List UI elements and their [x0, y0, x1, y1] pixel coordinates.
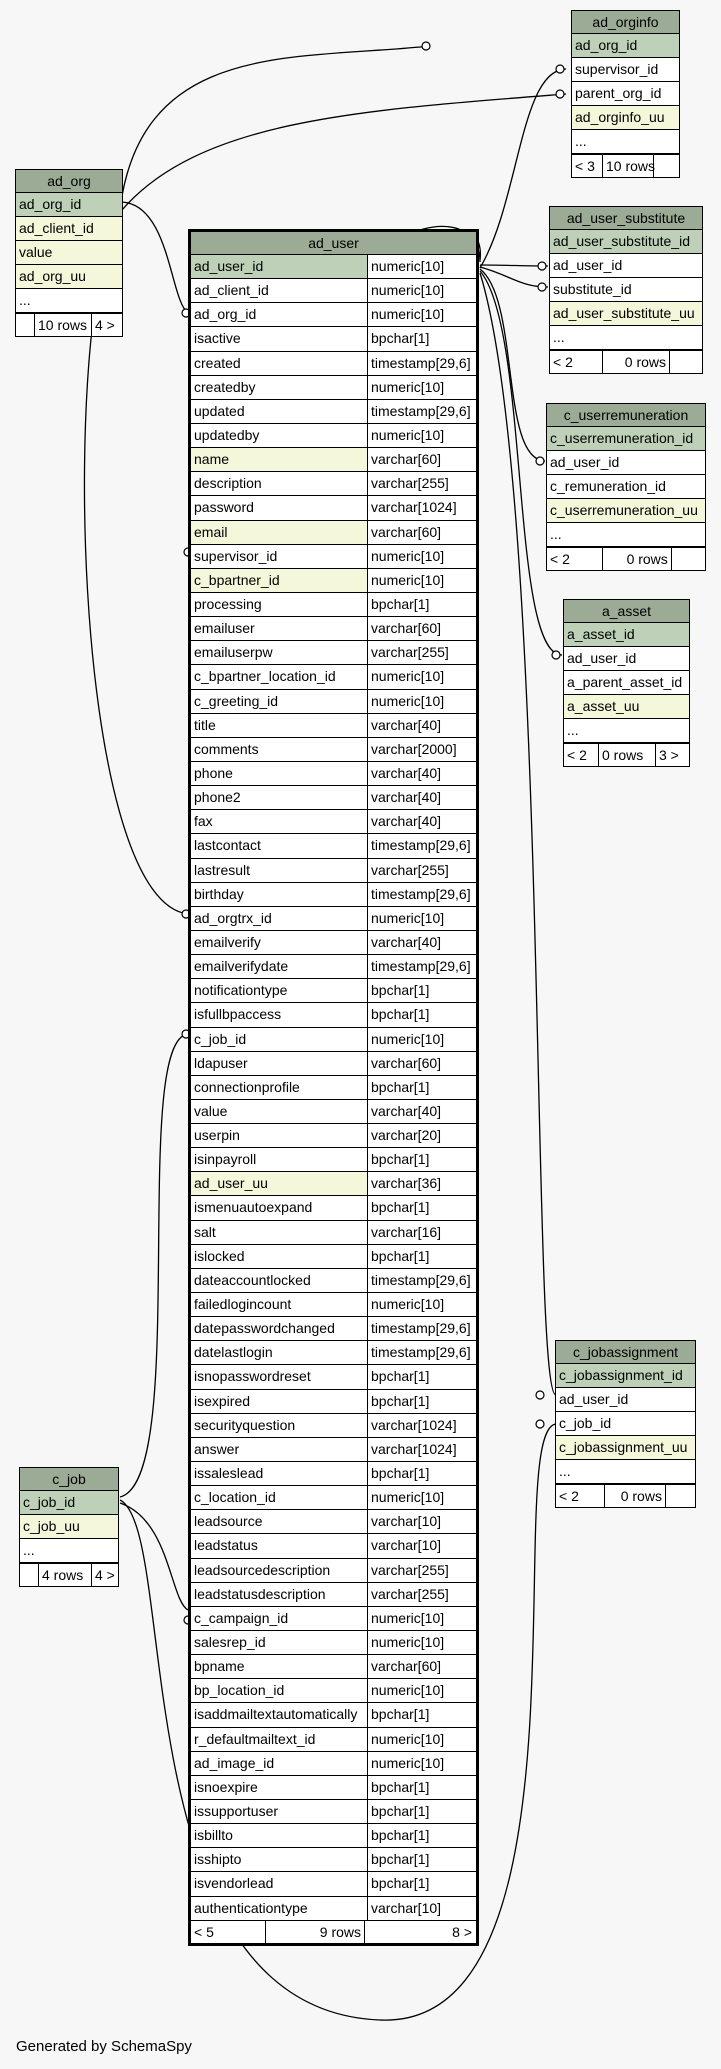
- column-row: ...: [20, 1539, 118, 1563]
- column-row: [191, 690, 476, 714]
- table-title: a_asset: [564, 600, 689, 623]
- column-type: varchar[40]: [367, 762, 476, 785]
- column-name: phone2: [194, 789, 241, 806]
- column-type: bpchar[1]: [367, 1872, 476, 1895]
- column-type: varchar[255]: [367, 1559, 476, 1582]
- column-row: [191, 979, 476, 1003]
- column-type: bpchar[1]: [367, 1800, 476, 1823]
- column-type: bpchar[1]: [367, 979, 476, 1002]
- column-name: birthday: [194, 885, 244, 902]
- column-row: [191, 1124, 476, 1148]
- column-row: ad_user_id: [547, 451, 705, 475]
- column-type: timestamp[29,6]: [367, 955, 476, 978]
- column-type: bpchar[1]: [367, 327, 476, 350]
- table-footer: < 2 0 rows: [556, 1484, 695, 1507]
- edge-ad-user-to-remuneration: [480, 269, 545, 461]
- table-footer: < 5 9 rows 8 >: [191, 1920, 476, 1943]
- column-name: email: [191, 521, 367, 544]
- column-type: varchar[60]: [367, 521, 476, 544]
- column-name: ad_user_uu: [191, 1172, 367, 1195]
- table-ad-org[interactable]: [15, 169, 123, 337]
- column-type: numeric[10]: [367, 303, 476, 326]
- column-type: bpchar[1]: [367, 1390, 476, 1413]
- column-name: ad_org_id: [194, 306, 257, 323]
- column-row: [191, 1800, 476, 1824]
- column-row: ...: [547, 523, 705, 547]
- column-type: bpchar[1]: [367, 1848, 476, 1871]
- column-row: [191, 1559, 476, 1583]
- column-name: salt: [194, 1223, 216, 1240]
- edge-ad-user-to-substitute-user: [480, 265, 548, 266]
- column-type: varchar[10]: [367, 1534, 476, 1557]
- column-name: c_greeting_id: [194, 692, 279, 709]
- column-row: [191, 1776, 476, 1800]
- table-footer: < 3 10 rows: [572, 154, 679, 177]
- column-type: varchar[16]: [367, 1221, 476, 1244]
- column-row: parent_org_id: [572, 82, 679, 106]
- column-type: numeric[10]: [367, 690, 476, 713]
- column-name: isexpired: [194, 1392, 251, 1409]
- edge-ad-org-to-orginfo-parent: [122, 94, 566, 210]
- column-name: isnoexpire: [194, 1778, 258, 1795]
- column-row: a_asset_id: [564, 623, 689, 647]
- column-name: fax: [194, 813, 213, 830]
- column-name: lastcontact: [194, 837, 261, 854]
- edge-ad-user-to-jobassignment: [480, 273, 556, 1395]
- column-row: [191, 834, 476, 858]
- column-type: numeric[10]: [367, 665, 476, 688]
- column-type: numeric[10]: [367, 1752, 476, 1775]
- column-name: isvendorlead: [194, 1875, 274, 1892]
- column-row: ...: [564, 719, 689, 743]
- column-row: [191, 376, 476, 400]
- column-row: c_jobassignment_id: [556, 1364, 695, 1388]
- column-row: [191, 1003, 476, 1027]
- column-row: ad_user_substitute_uu: [550, 302, 702, 326]
- column-type: numeric[10]: [367, 1486, 476, 1509]
- column-row: ad_org_id: [572, 34, 679, 58]
- column-row: ad_user_id: [550, 254, 702, 278]
- column-name: isaddmailtextautomatically: [194, 1706, 358, 1723]
- column-row: [191, 810, 476, 834]
- column-row: ad_user_id: [564, 647, 689, 671]
- column-type: timestamp[29,6]: [367, 1269, 476, 1292]
- column-type: varchar[40]: [367, 1100, 476, 1123]
- column-row: [191, 714, 476, 738]
- column-row: [191, 1824, 476, 1848]
- column-row: [191, 1414, 476, 1438]
- table-footer: 4 rows 4 >: [20, 1563, 118, 1586]
- column-type: numeric[10]: [367, 1607, 476, 1630]
- column-name: isnopasswordreset: [194, 1368, 311, 1385]
- column-name: leadsource: [194, 1513, 263, 1530]
- column-name: notificationtype: [194, 982, 288, 999]
- column-type: numeric[10]: [367, 1679, 476, 1702]
- column-name: phone: [194, 764, 233, 781]
- column-type: bpchar[1]: [367, 1462, 476, 1485]
- column-row: [191, 1438, 476, 1462]
- column-row: [191, 641, 476, 665]
- table-footer: 10 rows 4 >: [16, 313, 122, 336]
- column-name: updatedby: [194, 426, 260, 443]
- column-row: [191, 1897, 476, 1920]
- column-row: substitute_id: [550, 278, 702, 302]
- column-name: lastresult: [194, 861, 251, 878]
- column-type: numeric[10]: [367, 1293, 476, 1316]
- column-type: varchar[60]: [367, 1655, 476, 1678]
- column-row: [191, 545, 476, 569]
- column-row: [191, 569, 476, 593]
- edge-ad-org-to-orginfo: [122, 46, 430, 196]
- column-type: varchar[40]: [367, 810, 476, 833]
- column-name: failedlogincount: [194, 1296, 292, 1313]
- column-type: timestamp[29,6]: [367, 352, 476, 375]
- column-name: ad_user_id: [191, 255, 367, 278]
- column-name: supervisor_id: [194, 547, 278, 564]
- column-row: c_job_id: [556, 1412, 695, 1436]
- column-type: numeric[10]: [367, 1028, 476, 1051]
- column-name: bpname: [194, 1658, 245, 1675]
- column-name: c_job_id: [194, 1030, 247, 1047]
- column-row: [191, 1655, 476, 1679]
- column-row: a_parent_asset_id: [564, 671, 689, 695]
- column-type: varchar[10]: [367, 1510, 476, 1533]
- column-list: [191, 255, 476, 1920]
- column-type: numeric[10]: [367, 255, 476, 278]
- column-name: dateaccountlocked: [194, 1271, 311, 1288]
- column-type: varchar[60]: [367, 1052, 476, 1075]
- column-name: r_defaultmailtext_id: [194, 1730, 316, 1747]
- column-name: name: [191, 448, 367, 471]
- column-row: [191, 400, 476, 424]
- column-name: authenticationtype: [194, 1899, 308, 1916]
- column-type: numeric[10]: [367, 279, 476, 302]
- table-footer: < 2 0 rows 3 >: [564, 743, 689, 766]
- table-ad-orginfo[interactable]: [571, 10, 680, 178]
- column-type: varchar[36]: [367, 1172, 476, 1195]
- column-row: [191, 1365, 476, 1389]
- table-title: ad_org: [16, 170, 122, 193]
- table-title: ad_user: [191, 232, 476, 255]
- column-name: password: [194, 499, 254, 516]
- column-name: emailuser: [194, 620, 255, 637]
- table-a-asset[interactable]: [563, 599, 690, 767]
- table-title: c_userremuneration: [547, 404, 705, 427]
- column-row: ...: [16, 289, 122, 313]
- column-type: bpchar[1]: [367, 1196, 476, 1219]
- column-row: [191, 1245, 476, 1269]
- column-row: a_asset_uu: [564, 695, 689, 719]
- column-row: [191, 279, 476, 303]
- column-row: ad_org_id: [16, 193, 122, 217]
- column-row: [191, 1872, 476, 1896]
- column-name: ad_image_id: [194, 1754, 275, 1771]
- column-name: emailverifydate: [194, 958, 289, 975]
- column-row: ad_client_id: [16, 217, 122, 241]
- column-name: created: [194, 354, 241, 371]
- column-name: createdby: [194, 378, 256, 395]
- column-row: [191, 593, 476, 617]
- column-row: ...: [572, 130, 679, 154]
- edge-c-job-to-ad-user: [120, 1034, 188, 1497]
- column-type: bpchar[1]: [367, 1365, 476, 1388]
- column-row: c_job_uu: [20, 1515, 118, 1539]
- column-type: varchar[1024]: [367, 496, 476, 519]
- column-type: timestamp[29,6]: [367, 1341, 476, 1364]
- table-title: ad_orginfo: [572, 11, 679, 34]
- column-row: [191, 1172, 476, 1196]
- column-row: [191, 1728, 476, 1752]
- column-name: ad_orgtrx_id: [194, 909, 272, 926]
- column-type: timestamp[29,6]: [367, 1317, 476, 1340]
- column-row: [191, 496, 476, 520]
- column-name: emailuserpw: [194, 644, 273, 661]
- column-row: [191, 472, 476, 496]
- column-row: ad_org_uu: [16, 265, 122, 289]
- table-c-userremuneration[interactable]: [546, 403, 706, 571]
- column-row: [191, 1534, 476, 1558]
- column-row: [191, 738, 476, 762]
- column-row: [191, 352, 476, 376]
- column-row: [191, 1390, 476, 1414]
- generated-by-label: Generated by SchemaSpy: [16, 2038, 192, 2055]
- column-row: [191, 1293, 476, 1317]
- column-row: [191, 955, 476, 979]
- column-name: value: [194, 1102, 228, 1119]
- column-row: [191, 883, 476, 907]
- column-type: varchar[60]: [367, 448, 476, 471]
- column-row: [191, 762, 476, 786]
- column-type: varchar[40]: [367, 786, 476, 809]
- edge-c-job-campaign: [120, 1503, 188, 1610]
- column-type: varchar[20]: [367, 1124, 476, 1147]
- column-name: salesrep_id: [194, 1634, 266, 1651]
- column-type: timestamp[29,6]: [367, 834, 476, 857]
- column-name: isbillto: [194, 1827, 233, 1844]
- column-type: bpchar[1]: [367, 1703, 476, 1726]
- column-row: c_userremuneration_id: [547, 427, 705, 451]
- column-row: ad_orginfo_uu: [572, 106, 679, 130]
- column-type: numeric[10]: [367, 424, 476, 447]
- column-row: [191, 1752, 476, 1776]
- column-type: bpchar[1]: [367, 593, 476, 616]
- column-row: ...: [556, 1460, 695, 1484]
- column-row: c_job_id: [20, 1491, 118, 1515]
- column-row: supervisor_id: [572, 58, 679, 82]
- column-name: c_bpartner_location_id: [194, 668, 336, 685]
- column-type: timestamp[29,6]: [367, 400, 476, 423]
- column-type: varchar[255]: [367, 472, 476, 495]
- column-type: bpchar[1]: [367, 1003, 476, 1026]
- column-name: userpin: [194, 1127, 240, 1144]
- column-type: bpchar[1]: [367, 1148, 476, 1171]
- column-row: [191, 617, 476, 641]
- table-c-jobassignment[interactable]: [555, 1340, 696, 1508]
- column-type: numeric[10]: [367, 907, 476, 930]
- column-name: updated: [194, 402, 245, 419]
- column-row: c_remuneration_id: [547, 475, 705, 499]
- column-type: numeric[10]: [367, 1631, 476, 1654]
- column-row: ...: [550, 326, 702, 350]
- column-type: varchar[1024]: [367, 1414, 476, 1437]
- column-row: [191, 1196, 476, 1220]
- column-type: bpchar[1]: [367, 1824, 476, 1847]
- column-row: [191, 1269, 476, 1293]
- column-name: ismenuautoexpand: [194, 1199, 313, 1216]
- column-row: [191, 448, 476, 472]
- column-row: [191, 1631, 476, 1655]
- column-type: numeric[10]: [367, 1728, 476, 1751]
- column-row: [191, 786, 476, 810]
- column-name: connectionprofile: [194, 1078, 300, 1095]
- column-name: datepasswordchanged: [194, 1320, 335, 1337]
- column-name: description: [194, 475, 262, 492]
- column-name: title: [194, 716, 216, 733]
- column-row: [191, 1462, 476, 1486]
- column-row: [191, 665, 476, 689]
- column-row: [191, 1076, 476, 1100]
- column-type: varchar[255]: [367, 641, 476, 664]
- column-type: varchar[255]: [367, 1583, 476, 1606]
- column-row: ad_user_id: [556, 1388, 695, 1412]
- column-name: emailverify: [194, 933, 261, 950]
- table-footer: < 2 0 rows: [550, 350, 702, 373]
- column-name: ad_client_id: [194, 282, 269, 299]
- column-row: [191, 1607, 476, 1631]
- column-type: varchar[10]: [367, 1897, 476, 1920]
- column-type: bpchar[1]: [367, 1245, 476, 1268]
- table-title: c_jobassignment: [556, 1341, 695, 1364]
- column-name: leadsourcedescription: [194, 1561, 331, 1578]
- column-name: issaleslead: [194, 1465, 264, 1482]
- column-row: ad_user_substitute_id: [550, 230, 702, 254]
- column-row: [191, 1028, 476, 1052]
- column-row: [191, 1679, 476, 1703]
- column-row: [191, 859, 476, 883]
- column-type: numeric[10]: [367, 376, 476, 399]
- table-title: c_job: [20, 1468, 118, 1491]
- column-row: [191, 1052, 476, 1076]
- column-type: numeric[10]: [367, 545, 476, 568]
- edge-ad-user-to-substitute-sub: [480, 267, 548, 287]
- column-row: [191, 424, 476, 448]
- column-type: varchar[1024]: [367, 1438, 476, 1461]
- column-name: securityquestion: [194, 1416, 296, 1433]
- column-name: isshipto: [194, 1851, 242, 1868]
- column-name: processing: [194, 595, 262, 612]
- column-name: comments: [194, 740, 259, 757]
- column-row: [191, 327, 476, 351]
- column-row: [191, 931, 476, 955]
- column-name: isinpayroll: [194, 1151, 257, 1168]
- table-title: ad_user_substitute: [550, 207, 702, 230]
- column-row: [191, 1100, 476, 1124]
- column-row: [191, 1221, 476, 1245]
- column-name: ldapuser: [194, 1054, 248, 1071]
- column-name: answer: [194, 1440, 240, 1457]
- column-name: c_bpartner_id: [191, 569, 367, 592]
- table-ad-user-substitute[interactable]: [549, 206, 703, 374]
- column-type: varchar[40]: [367, 714, 476, 737]
- column-row: [191, 1341, 476, 1365]
- column-row: [191, 1848, 476, 1872]
- column-type: numeric[10]: [367, 569, 476, 592]
- column-type: varchar[60]: [367, 617, 476, 640]
- column-type: bpchar[1]: [367, 1776, 476, 1799]
- column-row: c_jobassignment_uu: [556, 1436, 695, 1460]
- column-type: varchar[2000]: [367, 738, 476, 761]
- column-row: value: [16, 241, 122, 265]
- column-row: [191, 1703, 476, 1727]
- column-row: [191, 303, 476, 327]
- column-name: c_location_id: [194, 1489, 276, 1506]
- column-row: c_userremuneration_uu: [547, 499, 705, 523]
- column-name: c_campaign_id: [194, 1609, 289, 1626]
- edge-ad-org-to-ad-user-org: [122, 202, 188, 313]
- column-row: [191, 1317, 476, 1341]
- column-row: [191, 1510, 476, 1534]
- column-row: [191, 1583, 476, 1607]
- column-row: [191, 255, 476, 279]
- column-name: leadstatusdescription: [194, 1585, 326, 1602]
- table-ad-user[interactable]: [188, 229, 479, 1946]
- table-footer: < 2 0 rows: [547, 547, 705, 570]
- column-row: [191, 1148, 476, 1172]
- column-type: timestamp[29,6]: [367, 883, 476, 906]
- column-name: leadstatus: [194, 1537, 258, 1554]
- column-row: [191, 521, 476, 545]
- column-type: bpchar[1]: [367, 1076, 476, 1099]
- column-type: varchar[40]: [367, 931, 476, 954]
- table-c-job[interactable]: [19, 1467, 119, 1587]
- column-name: isactive: [194, 330, 241, 347]
- column-type: varchar[255]: [367, 859, 476, 882]
- column-name: isfullbpaccess: [194, 1006, 282, 1023]
- column-name: bp_location_id: [194, 1682, 285, 1699]
- column-row: [191, 1486, 476, 1510]
- column-row: [191, 907, 476, 931]
- column-name: issupportuser: [194, 1803, 279, 1819]
- column-name: datelastlogin: [194, 1344, 273, 1361]
- column-name: islocked: [194, 1247, 245, 1264]
